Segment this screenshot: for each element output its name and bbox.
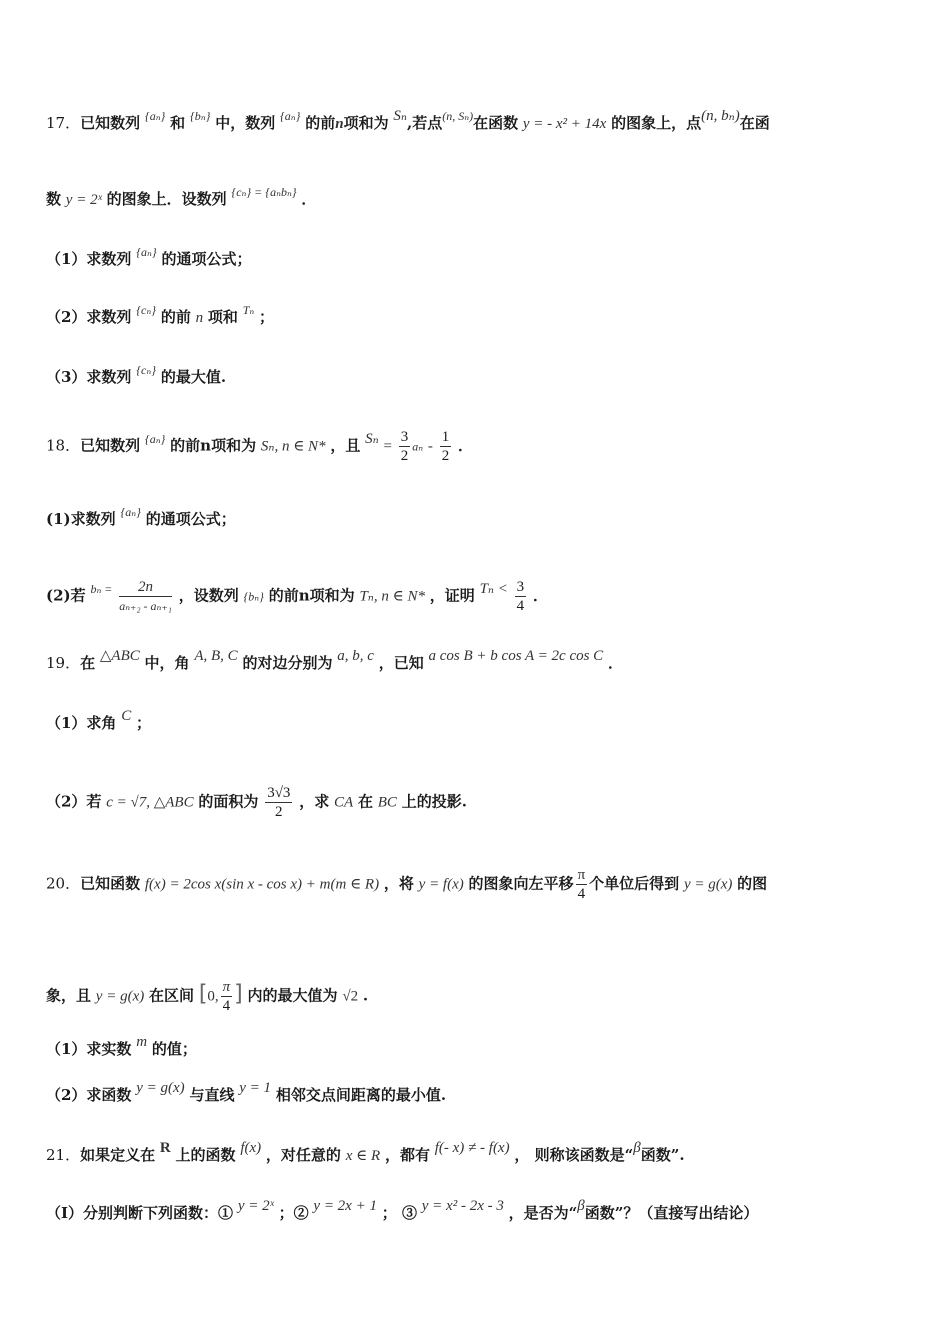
- numerator: 3: [516, 579, 525, 595]
- q18-part1: [46, 505, 910, 531]
- numerator: 1: [441, 429, 450, 445]
- text: （1）求角: [46, 714, 117, 732]
- text: ，将: [383, 874, 414, 893]
- text: ， 则称该函数是“: [514, 1146, 634, 1164]
- math-y3: y = x² - 2x - 3: [421, 1198, 504, 1214]
- math-c: C: [121, 708, 132, 724]
- text: ，证明: [429, 586, 475, 605]
- math-function: f(x) = 2cos x(sin x - cos x) + m(m ∈ R): [144, 876, 380, 893]
- text: ；: [259, 308, 275, 326]
- q17-part3: [46, 363, 910, 389]
- math-yg: y = g(x): [683, 876, 733, 893]
- text: ，对任意的: [265, 1146, 341, 1164]
- text: （2）求数列: [46, 308, 132, 326]
- math-an: aₙ: [412, 439, 424, 454]
- math-condition: Sₙ, n ∈ N*: [260, 438, 326, 455]
- math-minus: -: [427, 438, 433, 455]
- text: 数: [46, 190, 62, 208]
- text: （1）求实数: [46, 1040, 132, 1058]
- text: ； ③: [381, 1204, 417, 1222]
- text: (2): [46, 586, 71, 605]
- text: 函数”？（直接写出结论）: [584, 1204, 759, 1222]
- math-fx: f(x): [240, 1140, 262, 1156]
- text: n: [298, 586, 310, 605]
- text: ,若点: [406, 114, 443, 132]
- text: 在函: [739, 114, 770, 132]
- text: ，设数列: [178, 586, 239, 605]
- math-an: {aₙ}: [144, 431, 166, 446]
- text: 中，角: [144, 654, 190, 672]
- text: 上的投影.: [401, 792, 467, 811]
- math-point: (n, Sₙ): [442, 109, 474, 123]
- q21-part1: [46, 1198, 910, 1225]
- q20-line2: 象，且 y = g(x) 在区间 [0, $\frac{\pi}{4}$ ] 内的最大值为 √2 .: [46, 979, 369, 1014]
- math-cn: {cₙ}: [136, 363, 157, 377]
- numerator: 3√3: [267, 785, 291, 801]
- text: 内的最大值为: [247, 986, 338, 1005]
- math-equation: a cos B + b cos A = 2c cos C: [428, 648, 604, 664]
- text: 项和为: [309, 586, 355, 605]
- fraction-3-4: [515, 578, 527, 615]
- text: 在: [80, 654, 96, 672]
- math-y2: y = 2x + 1: [313, 1198, 377, 1214]
- text: 项和为: [343, 114, 389, 132]
- q19-part2: [46, 784, 910, 821]
- text: ．: [301, 190, 317, 208]
- text: 在区间: [149, 986, 195, 1005]
- math-tn-cond: Tₙ, n ∈ N*: [359, 588, 425, 605]
- text: 项和为: [211, 436, 257, 455]
- denominator: aₙ₊₂ - aₙ₊₁: [119, 599, 172, 613]
- text: ，且: [330, 436, 361, 455]
- numerator: π: [577, 867, 586, 883]
- math-bn: {bₙ}: [189, 109, 211, 123]
- question-number: 21．: [46, 1146, 81, 1164]
- math-an: {aₙ}: [136, 245, 157, 259]
- text: 项和: [207, 308, 238, 326]
- math-y1: y = 2ˣ: [237, 1198, 274, 1214]
- math-point: (n, bₙ): [701, 108, 740, 124]
- text: 个单位后得到: [589, 874, 680, 893]
- math-condition: c = √7, △ABC: [106, 794, 194, 811]
- text: 已知数列: [80, 114, 141, 132]
- numerator: 3: [400, 429, 409, 445]
- math-eq: =: [383, 438, 392, 455]
- math-sn: Sₙ: [365, 430, 379, 447]
- text: 的图: [737, 874, 768, 893]
- question-number: 18．: [46, 436, 81, 455]
- q20-part2: [46, 1080, 910, 1107]
- math-n: n: [195, 310, 204, 326]
- text: ；②: [278, 1204, 309, 1222]
- q17-line1: [46, 108, 910, 135]
- math-m: m: [136, 1034, 148, 1050]
- math-an: {aₙ}: [144, 109, 166, 123]
- math-sn: Sₙ: [393, 108, 407, 124]
- q18-part2: [46, 578, 910, 615]
- q19-part1: [46, 708, 910, 735]
- text: 函数”.: [640, 1146, 685, 1164]
- text: 与直线: [189, 1086, 235, 1104]
- fraction-pi-4: [576, 866, 588, 903]
- fraction-pi-4: [221, 978, 233, 1015]
- text: （I）分别判断下列函数：①: [46, 1204, 234, 1222]
- q20-line1: [46, 866, 910, 903]
- text: 象，且: [46, 986, 92, 1005]
- denominator: 4: [577, 886, 586, 902]
- math-bn: {bₙ}: [243, 589, 264, 604]
- q17-part2: [46, 303, 910, 329]
- question-number: 19．: [46, 654, 81, 672]
- text: 的前: [160, 308, 191, 326]
- math-yg: y = g(x): [95, 988, 145, 1005]
- text: (1): [46, 510, 71, 528]
- math-an: {aₙ}: [279, 109, 301, 123]
- interval-left: 0,: [207, 988, 219, 1005]
- text: 的通项公式；: [145, 510, 236, 528]
- text: （1）求数列: [46, 250, 132, 268]
- denominator: 2: [275, 804, 283, 820]
- text: 的前: [170, 436, 201, 455]
- text: .: [362, 986, 369, 1005]
- math-bn-lhs: bₙ =: [90, 581, 113, 596]
- text: 已知函数: [80, 874, 141, 893]
- q18-line1: [46, 428, 910, 465]
- math-triangle: △ABC: [99, 648, 140, 664]
- math-yg: y = g(x): [136, 1080, 185, 1096]
- q19-line1: [46, 648, 910, 675]
- math-tn: Tₙ: [242, 303, 255, 317]
- math-bc: BC: [377, 794, 397, 811]
- text: 求数列: [70, 510, 116, 528]
- text: 的面积为: [198, 792, 259, 811]
- text: ，已知: [378, 654, 424, 672]
- math-beta: β: [633, 1140, 641, 1156]
- math-yf: y = f(x): [418, 876, 464, 893]
- text: 的通项公式；: [161, 250, 252, 268]
- math-cn-def: {cₙ} = {aₙbₙ}: [231, 185, 297, 199]
- text: n: [200, 436, 212, 455]
- text: 的图象上．设数列: [106, 190, 227, 208]
- text: ，求: [299, 792, 330, 811]
- fraction-1-2: [440, 428, 452, 465]
- text: ，是否为“: [508, 1204, 578, 1222]
- text: 的前: [268, 586, 299, 605]
- text: 若: [70, 586, 86, 605]
- text: 在: [357, 792, 373, 811]
- text: ；: [136, 714, 152, 732]
- math-angles: A, B, C: [194, 648, 238, 664]
- text: ．: [532, 586, 548, 605]
- math-condition: f(- x) ≠ - f(x): [434, 1140, 510, 1156]
- math-an: {aₙ}: [120, 505, 141, 519]
- text: 和: [170, 114, 186, 132]
- text: （3）求数列: [46, 368, 132, 386]
- denominator: 4: [222, 998, 231, 1014]
- q17-line2: [46, 185, 910, 211]
- q21-line1: [46, 1140, 910, 1167]
- math-sides: a, b, c: [337, 648, 374, 664]
- text: ．: [457, 436, 473, 455]
- text: 如果定义在: [80, 1146, 156, 1164]
- denominator: 2: [441, 448, 450, 464]
- math-function: y = - x² + 14x: [522, 116, 607, 132]
- math-beta: β: [577, 1198, 585, 1214]
- text: （2）求函数: [46, 1086, 132, 1104]
- fraction-area: [265, 784, 292, 821]
- numerator: π: [222, 979, 231, 995]
- text: 在函数: [473, 114, 519, 132]
- text: 的对边分别为: [242, 654, 333, 672]
- text: 相邻交点间距离的最小值.: [275, 1086, 447, 1104]
- text: 的最大值.: [160, 368, 227, 386]
- math-cn: {cₙ}: [136, 303, 157, 317]
- text: 的图象向左平移: [468, 874, 574, 893]
- text: ，都有: [384, 1146, 430, 1164]
- denominator: 2: [400, 448, 409, 464]
- math-y1: y = 1: [239, 1080, 272, 1096]
- math-tn: Tₙ <: [479, 580, 508, 597]
- math-ca: CA: [334, 794, 354, 811]
- text: （2）若: [46, 792, 102, 811]
- text: 的前: [305, 114, 336, 132]
- text: 已知数列: [80, 436, 141, 455]
- question-number: 20．: [46, 874, 81, 893]
- math-function: y = 2ˣ: [65, 192, 102, 208]
- text: ．: [607, 654, 623, 672]
- text: 中，数列: [215, 114, 276, 132]
- text: n: [335, 116, 344, 132]
- question-number: 17．: [46, 114, 81, 132]
- math-sqrt2: √2: [342, 988, 359, 1005]
- denominator: 4: [516, 598, 525, 614]
- math-xr: x ∈ R: [345, 1148, 381, 1164]
- fraction-bn: [119, 578, 172, 615]
- text: 的图象上，点: [611, 114, 702, 132]
- fraction-3-2: [399, 428, 411, 465]
- numerator: 2n: [119, 578, 172, 597]
- q20-part1: [46, 1034, 910, 1061]
- text: R: [159, 1140, 171, 1156]
- q17-part1: [46, 245, 910, 271]
- text: 的值；: [151, 1040, 197, 1058]
- text: 上的函数: [175, 1146, 236, 1164]
